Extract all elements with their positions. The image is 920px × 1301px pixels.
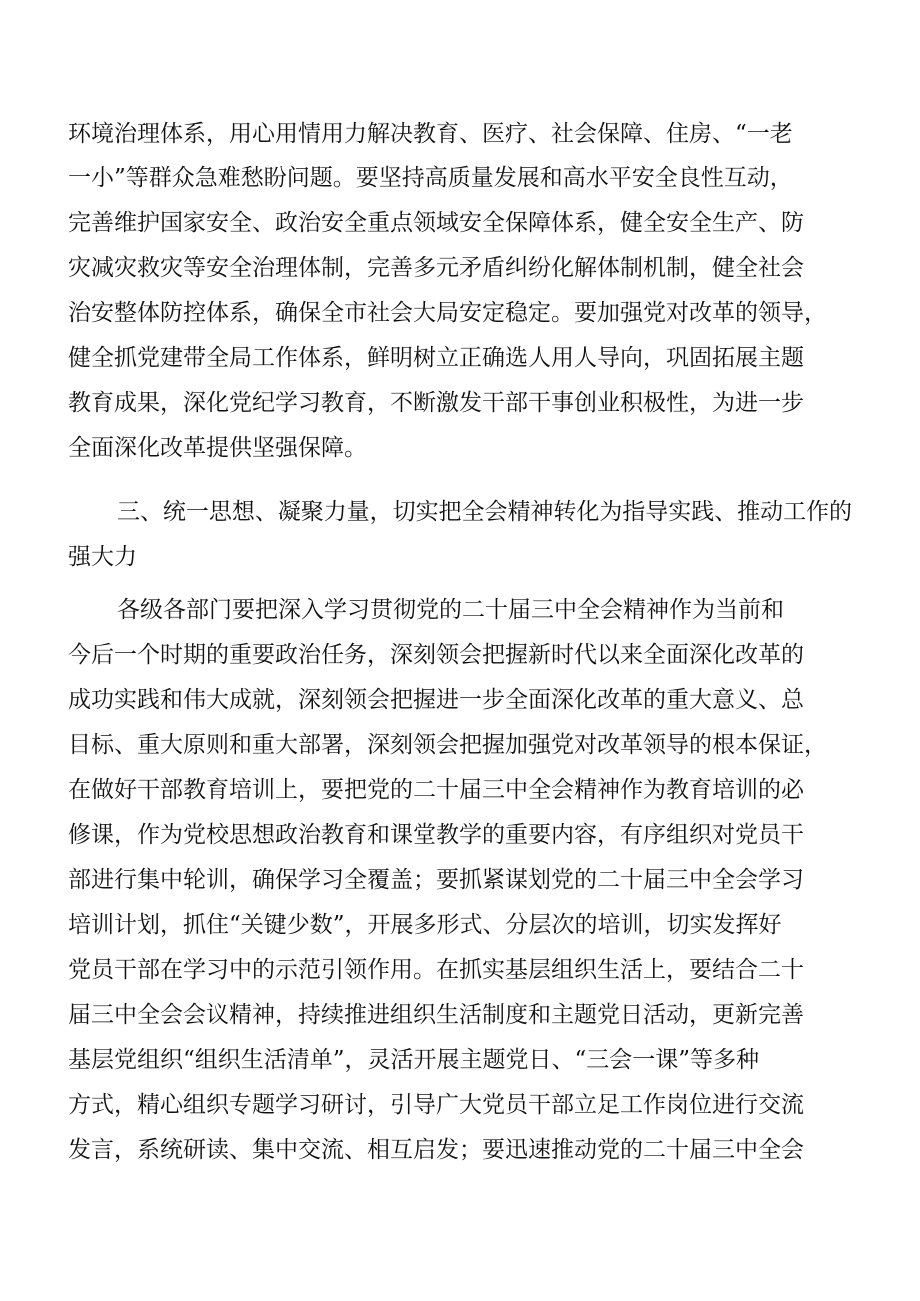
- text-line: 环境治理体系，用心用情用力解决教育、医疗、社会保障、住房、“一老: [68, 121, 793, 147]
- text-line: 全面深化改革提供坚强保障。: [68, 435, 367, 461]
- text-line: 党员干部在学习中的示范引领作用。在抓实基层组织生活上，要结合二十: [68, 957, 804, 983]
- text-line: 健全抓党建带全局工作体系，鲜明树立正确选人用人导向，巩固拓展主题: [68, 345, 804, 371]
- text-line: 完善维护国家安全、政治安全重点领域安全保障体系，健全安全生产、防: [68, 210, 804, 236]
- text-line: 基层党组织“组织生活清单”，灵活开展主题党日、“三会一课”等多种: [68, 1047, 760, 1073]
- heading-line: 三、统一思想、凝聚力量，切实把全会精神转化为指导实践、推动工作的: [117, 499, 852, 525]
- text-line: 届三中全会会议精神，持续推进组织生活制度和主题党日活动，更新完善: [68, 1002, 804, 1028]
- heading-line: 强大力: [68, 544, 137, 570]
- text-line: 培训计划，抓住“关键少数”，开展多形式、分层次的培训，切实发挥好: [68, 912, 782, 938]
- text-line: 治安整体防控体系，确保全市社会大局安定稳定。要加强党对改革的领导，: [68, 300, 827, 326]
- text-line: 在做好干部教育培训上，要把党的二十届三中全会精神作为教育培训的必: [68, 777, 804, 803]
- text-line: 目标、重大原则和重大部署，深刻领会把握加强党对改革领导的根本保证，: [68, 732, 827, 758]
- text-line: 修课，作为党校思想政治教育和课堂教学的重要内容，有序组织对党员干: [68, 822, 804, 848]
- text-line: 部进行集中轮训，确保学习全覆盖；要抓紧谋划党的二十届三中全会学习: [68, 867, 804, 893]
- text-line: 各级各部门要把深入学习贯彻党的二十届三中全会精神作为当前和: [117, 597, 784, 623]
- text-line: 灾减灾救灾等安全治理体制，完善多元矛盾纠纷化解体制机制，健全社会: [68, 255, 804, 281]
- text-line: 一小”等群众急难愁盼问题。要坚持高质量发展和高水平安全良性互动，: [68, 165, 793, 191]
- text-line: 教育成果，深化党纪学习教育，不断激发干部干事创业积极性，为进一步: [68, 390, 804, 416]
- text-line: 方式，精心组织专题学习研讨，引导广大党员干部立足工作岗位进行交流: [68, 1092, 804, 1118]
- text-line: 发言，系统研读、集中交流、相互启发；要迅速推动党的二十届三中全会: [68, 1137, 804, 1163]
- text-line: 今后一个时期的重要政治任务，深刻领会把握新时代以来全面深化改革的: [68, 642, 804, 668]
- text-line: 成功实践和伟大成就，深刻领会把握进一步全面深化改革的重大意义、总: [68, 687, 804, 713]
